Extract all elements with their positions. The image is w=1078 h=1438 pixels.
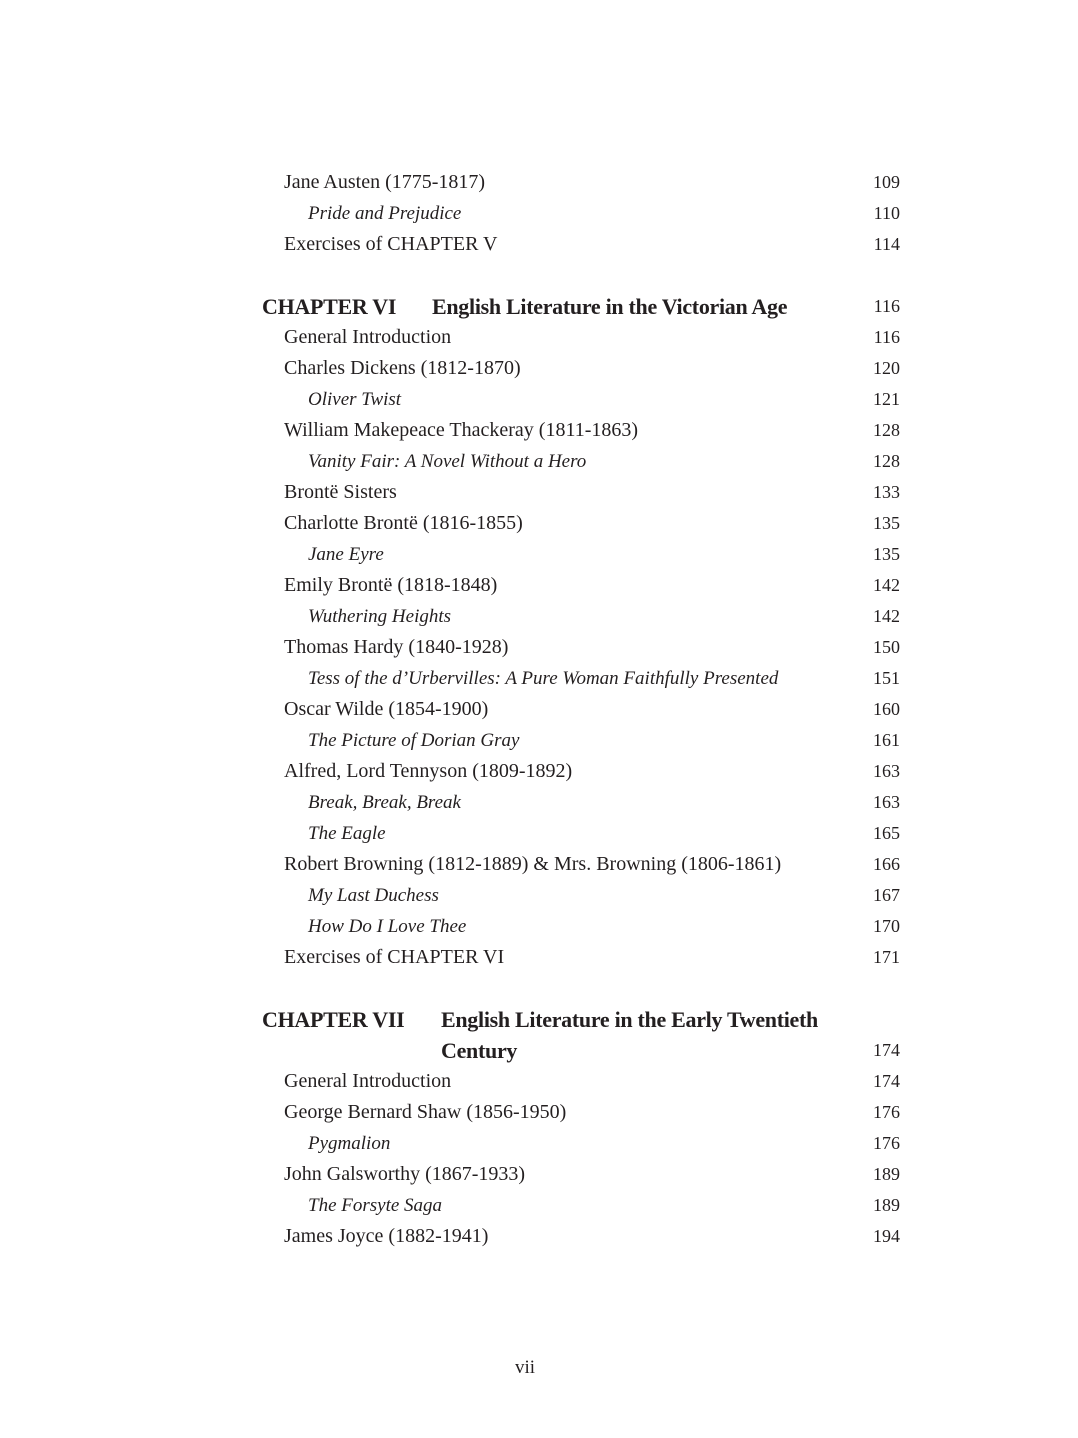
- entry-page-number: 176: [873, 1133, 900, 1153]
- entry-title: Thomas Hardy (1840-1928): [284, 636, 509, 658]
- chapter-vii-entries: [262, 1066, 900, 1252]
- entry-page-number: 176: [873, 1102, 900, 1122]
- toc-entry[interactable]: [262, 353, 900, 384]
- chapter-number: CHAPTER VI: [262, 294, 397, 319]
- toc-entry[interactable]: [262, 632, 900, 663]
- toc-work-entry[interactable]: [262, 1190, 900, 1221]
- entry-title: General Introduction: [284, 1070, 452, 1092]
- entry-page-number: 128: [873, 420, 900, 440]
- entry-title: George Bernard Shaw (1856-1950): [284, 1101, 567, 1123]
- entry-page-number: 163: [873, 761, 900, 781]
- entry-title: Exercises of CHAPTER V: [284, 233, 498, 255]
- toc-entry[interactable]: [262, 415, 900, 446]
- entry-page-number: 170: [873, 916, 900, 936]
- entry-page-number: 110: [873, 203, 900, 223]
- toc-work-entry[interactable]: [262, 725, 900, 756]
- entry-page-number: 174: [873, 1071, 900, 1091]
- entry-title: Pride and Prejudice: [308, 203, 462, 224]
- entry-title: Emily Brontë (1818-1848): [284, 574, 498, 596]
- toc-work-entry[interactable]: [262, 787, 900, 818]
- toc-entry[interactable]: [262, 508, 900, 539]
- entry-title: Wuthering Heights: [308, 606, 452, 627]
- entry-page-number: 114: [873, 234, 900, 254]
- page-folio: vii: [514, 1357, 536, 1378]
- entry-title: Robert Browning (1812-1889) & Mrs. Browning (1806-1861): [284, 853, 782, 875]
- toc-entry[interactable]: [262, 1159, 900, 1190]
- toc-entry[interactable]: [262, 229, 900, 260]
- toc-entry[interactable]: [262, 942, 900, 973]
- toc-work-entry[interactable]: [262, 446, 900, 477]
- chapter-title: English Literature in the Victorian Age: [432, 294, 788, 319]
- entry-title: The Eagle: [308, 823, 386, 844]
- toc-work-entry[interactable]: [262, 818, 900, 849]
- entry-title: Jane Austen (1775-1817): [284, 171, 486, 193]
- entry-page-number: 163: [873, 792, 900, 812]
- entry-page-number: 160: [873, 699, 900, 719]
- section-spacer: [262, 973, 900, 1004]
- entry-title: William Makepeace Thackeray (1811-1863): [284, 419, 639, 441]
- chapter-title: English Literature in the Early Twentieth Century: [441, 1007, 818, 1063]
- entry-page-number: 189: [873, 1195, 900, 1215]
- entry-title: Jane Eyre: [308, 544, 384, 565]
- chapter-heading-vi[interactable]: [262, 291, 900, 322]
- entry-page-number: 171: [873, 947, 900, 967]
- toc-entry[interactable]: [262, 477, 900, 508]
- toc-entry[interactable]: [262, 322, 900, 353]
- entry-page-number: 121: [873, 389, 900, 409]
- entry-page-number: 135: [873, 544, 900, 564]
- entry-page-number: 150: [873, 637, 900, 657]
- toc-work-entry[interactable]: [262, 601, 900, 632]
- chapter-page-number: 174: [873, 1040, 900, 1060]
- toc-entry[interactable]: [262, 1097, 900, 1128]
- entry-page-number: 109: [873, 172, 900, 192]
- entry-page-number: 120: [873, 358, 900, 378]
- entry-page-number: 194: [873, 1226, 900, 1246]
- entry-page-number: 135: [873, 513, 900, 533]
- entry-title: Oliver Twist: [308, 389, 402, 410]
- entry-title: Break, Break, Break: [308, 792, 461, 813]
- chapter-number: CHAPTER VII: [262, 1007, 405, 1032]
- entry-page-number: 161: [873, 730, 900, 750]
- chapter-v-tail-list: [262, 167, 900, 260]
- chapter-heading-vii[interactable]: [262, 1004, 900, 1066]
- entry-page-number: 165: [873, 823, 900, 843]
- toc-work-entry[interactable]: [262, 663, 900, 694]
- toc-work-entry[interactable]: [262, 198, 900, 229]
- chapter-page-number: 116: [873, 296, 900, 316]
- toc-work-entry[interactable]: [262, 384, 900, 415]
- entry-title: Charles Dickens (1812-1870): [284, 357, 521, 379]
- entry-title: How Do I Love Thee: [308, 916, 467, 937]
- table-of-contents: [262, 167, 900, 1252]
- section-spacer: [262, 260, 900, 291]
- entry-title: General Introduction: [284, 326, 452, 348]
- entry-page-number: 128: [873, 451, 900, 471]
- toc-entry[interactable]: [262, 756, 900, 787]
- toc-entry[interactable]: [262, 167, 900, 198]
- entry-title: James Joyce (1882-1941): [284, 1225, 489, 1247]
- entry-title: John Galsworthy (1867-1933): [284, 1163, 526, 1185]
- toc-work-entry[interactable]: [262, 539, 900, 570]
- toc-entry[interactable]: [262, 570, 900, 601]
- entry-title: Brontë Sisters: [284, 481, 397, 503]
- toc-entry[interactable]: [262, 1066, 900, 1097]
- entry-page-number: 142: [873, 575, 900, 595]
- toc-entry[interactable]: [262, 1221, 900, 1252]
- entry-title: The Picture of Dorian Gray: [308, 730, 520, 751]
- entry-title: Charlotte Brontë (1816-1855): [284, 512, 523, 534]
- entry-page-number: 116: [873, 327, 900, 347]
- toc-work-entry[interactable]: [262, 1128, 900, 1159]
- entry-title: My Last Duchess: [308, 885, 439, 906]
- entry-page-number: 142: [873, 606, 900, 626]
- entry-title: Vanity Fair: A Novel Without a Hero: [308, 451, 587, 472]
- entry-page-number: 151: [873, 668, 900, 688]
- toc-entry[interactable]: [262, 694, 900, 725]
- entry-page-number: 189: [873, 1164, 900, 1184]
- entry-page-number: 166: [873, 854, 900, 874]
- entry-title: Tess of the d’Urbervilles: A Pure Woman Faithfully Presented: [308, 668, 779, 689]
- entry-title: Pygmalion: [308, 1133, 391, 1154]
- toc-entry[interactable]: [262, 849, 900, 880]
- toc-work-entry[interactable]: [262, 880, 900, 911]
- toc-work-entry[interactable]: [262, 911, 900, 942]
- entry-title: Exercises of CHAPTER VI: [284, 946, 505, 968]
- entry-page-number: 167: [873, 885, 900, 905]
- entry-title: Oscar Wilde (1854-1900): [284, 698, 489, 720]
- entry-title: Alfred, Lord Tennyson (1809-1892): [284, 760, 573, 782]
- entry-title: The Forsyte Saga: [308, 1195, 443, 1216]
- chapter-vi-entries: [262, 322, 900, 973]
- entry-page-number: 133: [873, 482, 900, 502]
